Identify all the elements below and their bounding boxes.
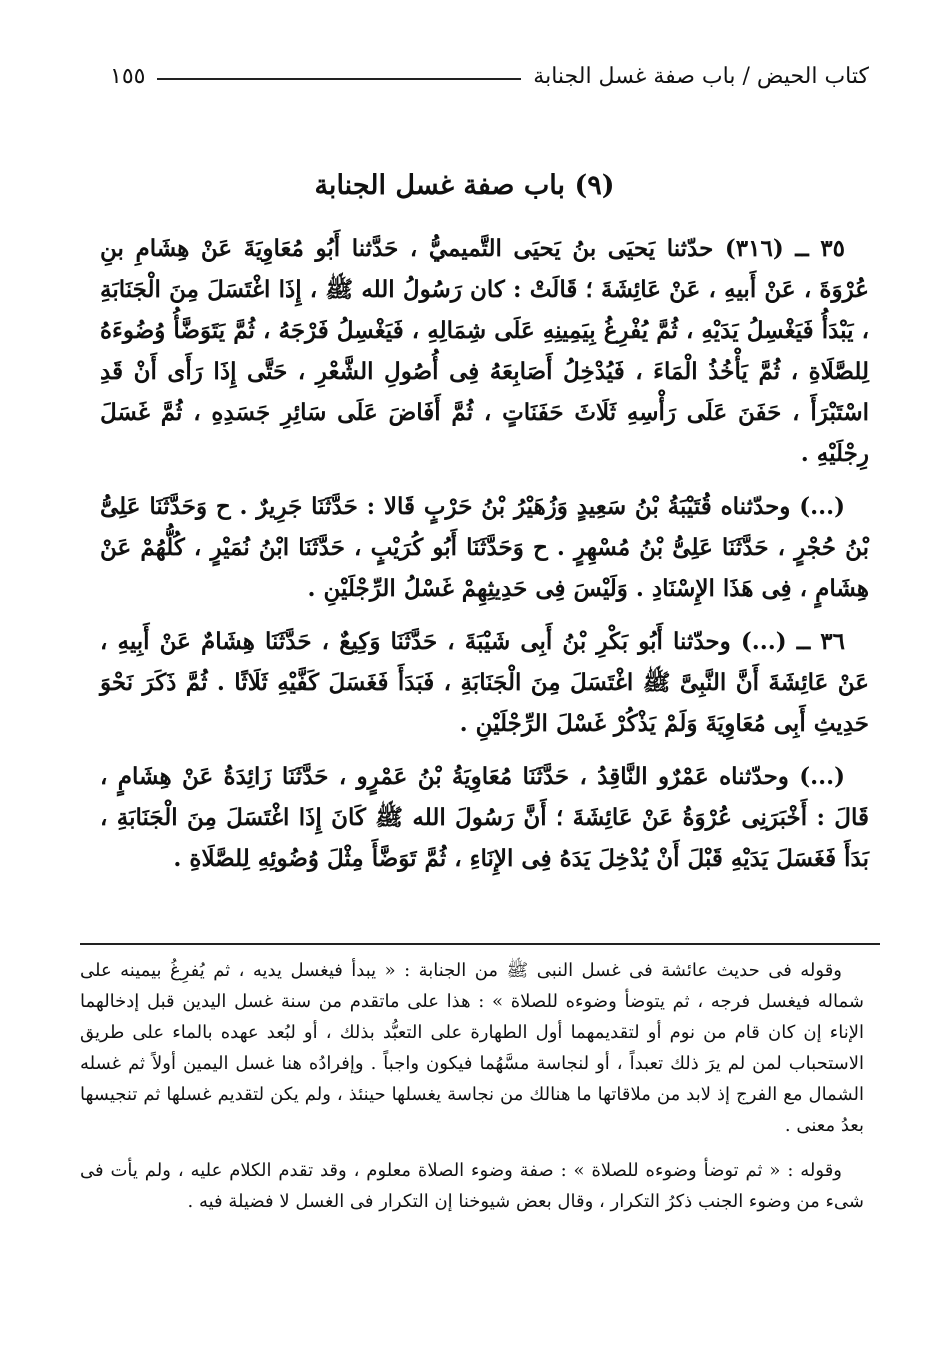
hadith-paragraph: (...) وحدّثناه عَمْرٌو النَّاقِدُ ، حَدَّثَنَا مُعَاوِيَةُ بْنُ عَمْرٍو ، حَدَّثَنَا زَائِدَةُ عَنْ هِشَامٍ ، قَالَ : أَخْبَرَنِى عُرْوَةُ عَنْ عَائِشَةَ ؛ أَنَّ رَسُولَ الله ﷺ كَانَ إِذَا اغْتَسَلَ مِنَ الْجَنَابَةِ ، بَدَأَ فَغَسَلَ يَدَيْهِ قَبْلَ أَنْ يُدْخِلَ يَدَهُ فِى الإِنَاءِ ، ثُمَّ تَوَضَّأَ مِثْلَ وُضُوئِهِ لِلصَّلَاةِ . [100, 763, 869, 872]
commentary-notes [80, 955, 864, 1231]
commentary-paragraph: وقوله فى حديث عائشة فى غسل النبى ﷺ من الجنابة : « يبدأ فيغسل يديه ، ثم يُفرِغُ بيمينه على شماله فيغسل فرجه ، ثم يتوضأ وضوءه للصلاة » : هذا على ماتقدم من سنة غسل اليدين قبل إدخالهما الإناء إن كان قام من نوم أو لتقديمهما أول الطهارة على التعبُّد بذلك ، أو لبُعد عهده بالماء على طريق الاستحباب لمن لم يرَ ذلك تعبداً ، أو لنجاسة مسَّهُما فيكون واجباً . وإفرادُه هنا غسل اليمين أولاً ثم غسله الشمال مع الفرج إذ لابد من ملاقاتها ما هنالك من نجاسة يغسلها حينئذ ، ولم يكن لتقديم غسلها ثم تنجيسها بعدُ معنى . [80, 960, 864, 1136]
hadith-paragraph: ٣٦ ــ (...) وحدّثنا أَبُو بَكْرِ بْنُ أَبِى شَيْبَةَ ، حَدَّثَنَا وَكِيعٌ ، حَدَّثَنَا هِشَامٌ عَنْ أَبِيهِ ، عَنْ عَائِشَةَ أَنَّ النَّبِىَّ ﷺ اغْتَسَلَ مِنَ الْجَنَابَةِ ، فَبَدَأَ فَغَسَلَ كَفَّيْهِ ثَلَاثًا . ثُمَّ ذَكَرَ نَحْوَ حَدِيثِ أَبِى مُعَاوِيَةَ وَلَمْ يَذْكُرْ غَسْلَ الرِّجْلَيْنِ . [100, 628, 869, 737]
page-number: ١٥٥ [110, 63, 146, 89]
hadith-paragraph: ٣٥ ــ (٣١٦) حدّثنا يَحيَى بنُ يَحيَى التَّميميُّ ، حَدَّثنا أَبُو مُعَاوِيَةَ عَنْ هِشَامِ بنِ عُرْوَةَ ، عَنْ أَبيهِ ، عَنْ عَائِشَةَ ؛ قَالَتْ : كان رَسُولُ الله ﷺ ، إِذَا اغْتَسَلَ مِنَ الْجَنَابَةِ ، يَبْدَأُ فَيَغْسِلُ يَدَيْهِ ، ثُمَّ يُفْرِغُ بِيَمِينِهِ عَلَى شِمَالِهِ ، فَيَغْسِلُ فَرْجَهُ ، ثُمَّ يَتَوَضَّأُ وُضُوءَهُ لِلصَّلَاةِ ، ثُمَّ يَأْخُذُ الْمَاءَ ، فَيُدْخِلُ أَصَابِعَهُ فِى أُصُولِ الشَّعْرِ ، حَتَّى إِذَا رَأَى أَنْ قَدِ اسْتَبْرَأَ ، حَفَنَ عَلَى رَأْسِهِ ثَلَاثَ حَفَنَاتٍ ، ثُمَّ أَفَاضَ عَلَى سَائِرِ جَسَدِهِ ، ثُمَّ غَسَلَ رِجْلَيْهِ . [100, 235, 869, 467]
footnote-separator [80, 943, 880, 945]
header-rule [157, 78, 521, 80]
running-header [110, 58, 869, 94]
commentary-paragraph: وقوله : « ثم توضأ وضوءه للصلاة » : صفة وضوء الصلاة معلوم ، وقد تقدم الكلام عليه ، ولم يأت فى شىء من وضوء الجنب ذكرُ التكرار ، وقال بعض شيوخنا إن التكرار فى الغسل لا فضيلة فيه . [80, 1160, 864, 1212]
hadith-text [100, 228, 869, 891]
running-header-title: كتاب الحيض / باب صفة غسل الجنابة [533, 63, 869, 89]
chapter-title: (٩) باب صفة غسل الجنابة [314, 170, 615, 201]
hadith-paragraph: (...) وحدّثناه قُتَيْبَةُ بْنُ سَعِيدٍ وَزُهَيْرُ بْنُ حَرْبٍ قَالا : حَدَّثَنَا جَرِيرٌ . ح وَحَدَّثَنَا عَلِىُّ بْنُ حُجْرٍ ، حَدَّثَنَا عَلِىُّ بْنُ مُسْهِرٍ . ح وَحَدَّثَنَا أَبُو كُرَيْبٍ ، حَدَّثَنَا ابْنُ نُمَيْرٍ ، كُلُّهُمْ عَنْ هِشَامٍ ، فِى هَذَا الإِسْنَادِ . وَلَيْسَ فِى حَدِيثِهِمْ غَسْلُ الرِّجْلَيْنِ . [100, 493, 869, 602]
